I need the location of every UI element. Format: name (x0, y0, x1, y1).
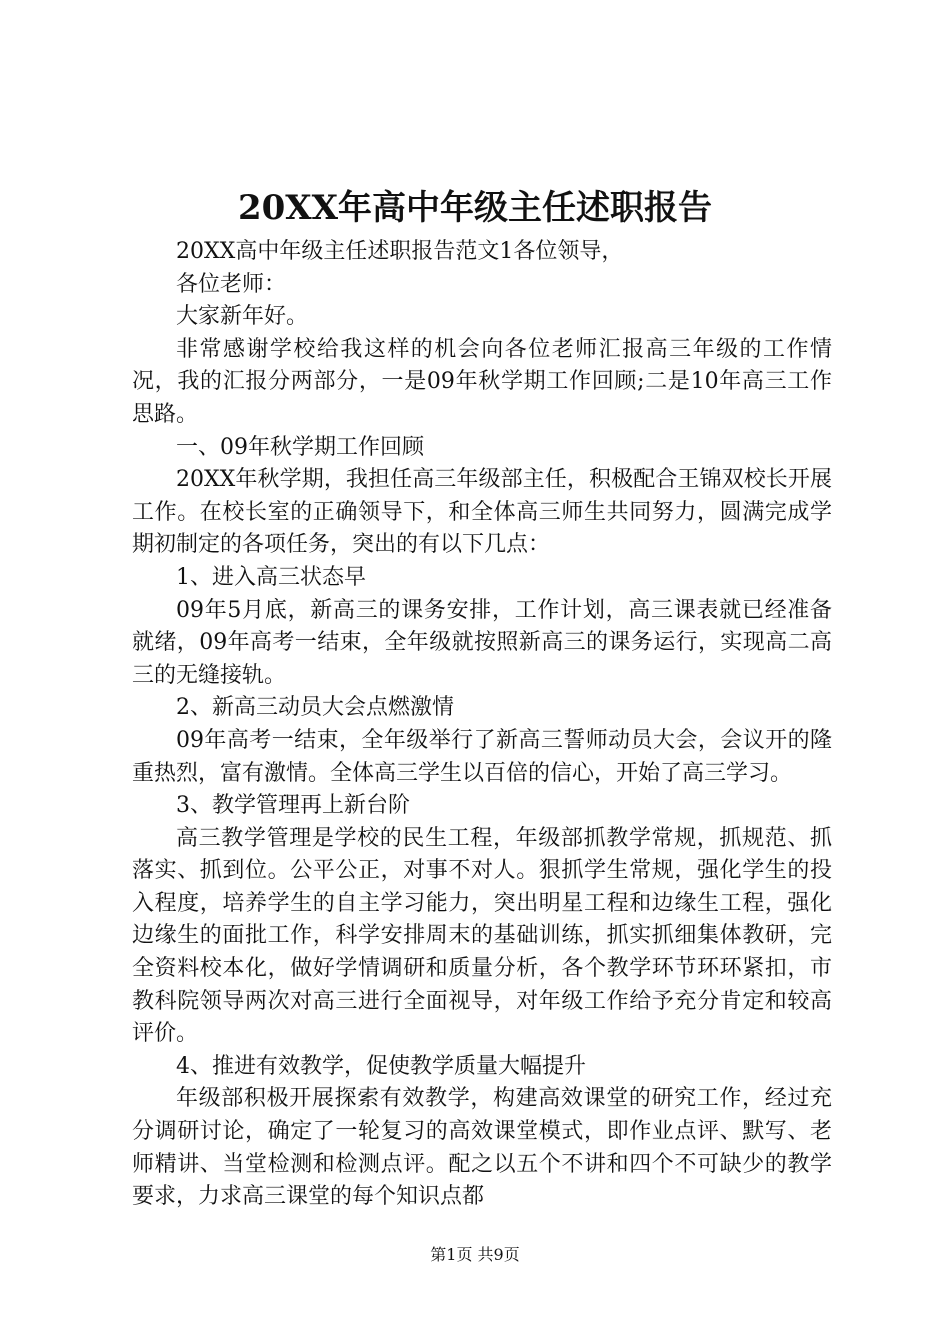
subsection-heading: 2、新高三动员大会点燃激情 (176, 695, 454, 721)
paragraph: 各位老师： (176, 271, 287, 297)
paragraph: 高三教学管理是学校的民生工程，年级部抓教学常规，抓规范、抓落实、抓到位。公平公正，对事不对人。狠抓学生常规，强化学生的投入程度，培养学生的自主学习能力，突出明星工程和边缘生工程，强化边缘生的面批工作，科学安排周末的基础训练，抓实抓细集体教研，完全资料校本化，做好学情调研和质量分析，各个教学环节环环紧扣，市教科院领导两次对高三进行全面视导，对年级工作给予充分肯定和较高评价。 (132, 825, 832, 1047)
paragraph: 09年高考一结束，全年级举行了新高三誓师动员大会，会议开的隆重热烈，富有激情。全体高三学生以百倍的信心，开始了高三学习。 (132, 727, 832, 786)
paragraph: 20XX高中年级主任述职报告范文1各位领导， (176, 239, 624, 264)
page-footer: 第1页 共9页 (430, 1245, 520, 1264)
paragraph: 大家新年好。 (176, 304, 309, 330)
document-body (132, 236, 832, 1214)
subsection-heading: 1、进入高三状态早 (176, 564, 366, 590)
paragraph: 年级部积极开展探索有效教学，构建高效课堂的研究工作，经过充分调研讨论，确定了一轮复习的高效课堂模式，即作业点评、默写、老师精讲、当堂检测和检测点评。配之以五个不讲和四个不可缺少的教学要求，力求高三课堂的每个知识点都 (132, 1086, 832, 1210)
section-heading: 一、09年秋学期工作回顾 (176, 434, 424, 460)
subsection-heading: 4、推进有效教学，促使教学质量大幅提升 (176, 1053, 586, 1079)
document-title: 20XX年高中年级主任述职报告 (237, 188, 713, 228)
paragraph: 非常感谢学校给我这样的机会向各位老师汇报高三年级的工作情况，我的汇报分两部分，一是09年秋学期工作回顾;二是10年高三工作思路。 (132, 336, 832, 427)
paragraph: 20XX年秋学期，我担任高三年级部主任，积极配合王锦双校长开展工作。在校长室的正确领导下，和全体高三师生共同努力，圆满完成学期初制定的各项任务，突出的有以下几点： (132, 467, 832, 558)
subsection-heading: 3、教学管理再上新台阶 (176, 793, 410, 819)
paragraph: 09年5月底，新高三的课务安排，工作计划，高三课表就已经准备就绪，09年高考一结束，全年级就按照新高三的课务运行，实现高二高三的无缝接轨。 (132, 597, 832, 688)
